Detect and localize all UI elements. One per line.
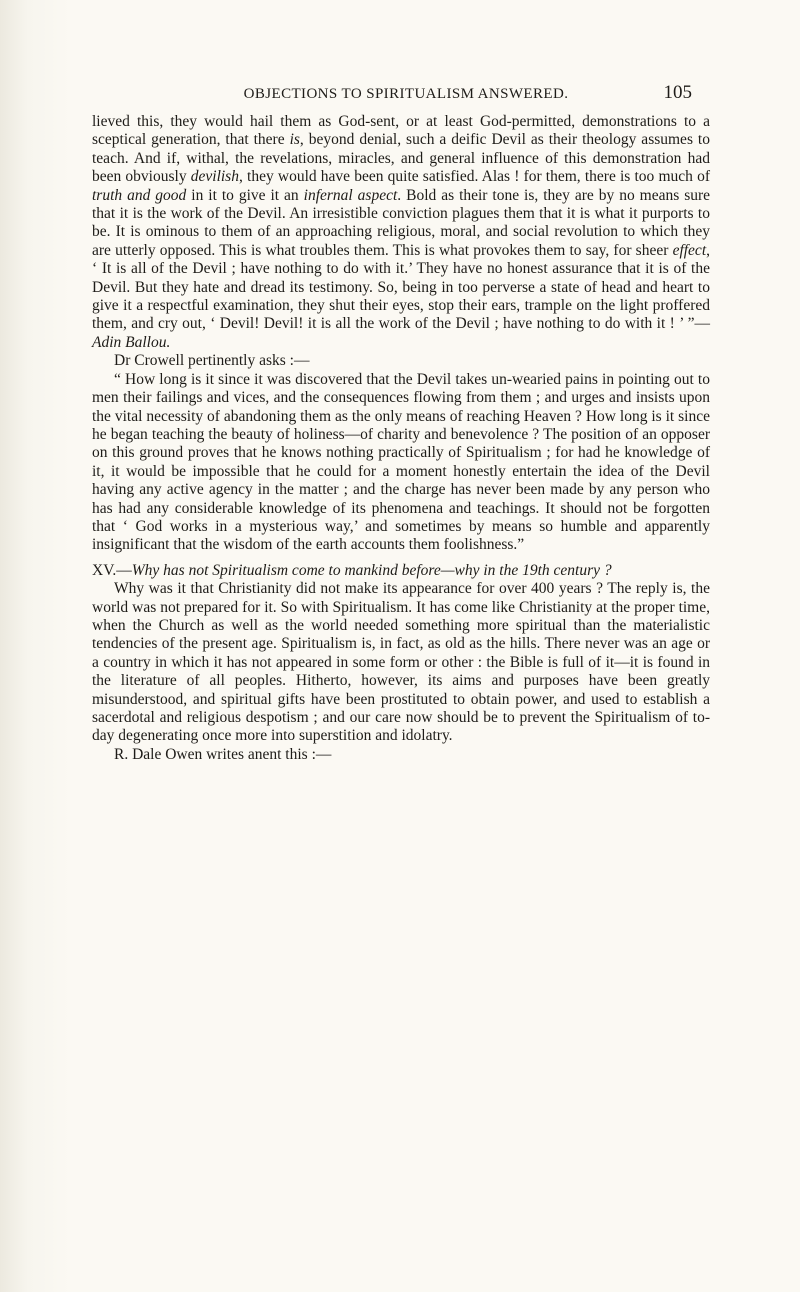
section-number: XV.— [92,561,132,579]
paragraph-crowell-quote: “ How long is it since it was discovered that the Devil takes un-wearied pains in pointing out to men their failings and vices, and the consequences flowing from them ; and urges and insists upon the vital necessity of abandoning them as the only means of reaching Heaven ? How long is it since he began teaching the beauty of holiness—of charity and benevolence ? The position of an opposer on this ground proves that he knows nothing practically of Spiritualism ; for had he knowledge of it, it would be impossible that he could for a moment honestly entertain the idea of the Devil having any active agency in the matter ; and the charge has never been made by any person who has had any considerable knowledge of its phenomena and teachings. It should not be forgotten that ‘ God works in a mysterious way,’ and sometimes by means so humble and apparently insignificant that the wisdom of the earth accounts them foolishness.” [92,370,710,554]
paragraph-christianity: Why was it that Christianity did not make its appearance for over 400 years ? The reply is, the world was not prepared for it. So with Spiritualism. It has come like Christianity at the proper time, when the Church as well as the world needed something more spiritual than the materialistic tendencies of the present age. Spiritualism is, in fact, as old as the hills. There never was an age or a country in which it has not appeared in some form or other : the Bible is full of it—it is found in the literature of all peoples. Hitherto, however, its aims and purposes have been greatly misunderstood, and spiritual gifts have been prostituted to obtain power, and used to establish a sacerdotal and religious despotism ; and our care now should be to prevent the Spiritualism of to-day degenerating once more into superstition and idolatry. [92,580,710,745]
section-heading [92,562,710,580]
paragraph-crowell-intro: Dr Crowell pertinently asks :— [114,352,310,370]
paragraph-ballou-quote: lieved this, they would hail them as God-sent, or at least God-permitted, demonstrations to a sceptical generation, that there is, beyond denial, such a deific Devil as their theology assumes to teach. And if, withal, the revelations, miracles, and general influence of this demonstration had been obviously devilish, they would have been quite satisfied. Alas ! for them, there is too much of truth and good in it to give it an infernal aspect. Bold as their tone is, they are by no means sure that it is the work of the Devil. An irresistible conviction plagues them that it is what it purports to be. It is ominous to them of an approaching religious, moral, and social revolution to which they are utterly opposed. This is what troubles them. This is what provokes them to say, for sheer effect, ‘ It is all of the Devil ; have nothing to do with it.’ They have no honest assurance that it is of the Devil. But they hate and dread its testimony. So, being in too perverse a state of head and heart to give it a respectful examination, they shut their eyes, stop their ears, trample on the light proffered them, and cry out, ‘ Devil! Devil! it is all the work of the Devil ; have nothing to do with it ! ’ ”—Adin Ballou. [92,113,711,351]
paragraph-owen-intro: R. Dale Owen writes anent this :— [114,745,332,763]
section-title: Why has not Spiritualism come to mankind before—why in the 19th century ? [131,561,612,579]
page-number: 105 [663,82,692,103]
running-header: OBJECTIONS TO SPIRITUALISM ANSWERED. [243,86,569,102]
body-text [92,113,710,764]
quote-attribution: Adin Ballou. [92,333,171,351]
